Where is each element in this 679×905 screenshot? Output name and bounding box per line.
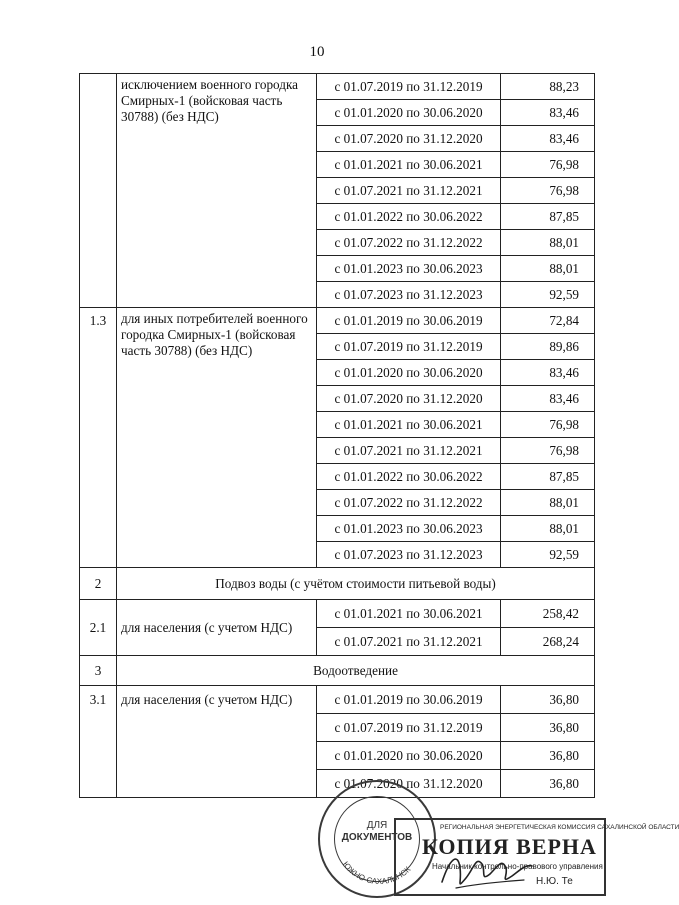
row-number-cell: 1.3 (80, 308, 117, 568)
period-cell (317, 542, 501, 568)
period-cell (317, 204, 501, 230)
consumer-description: для населения (с учетом НДС) (117, 600, 317, 656)
stamp-department: Начальник контрольно-правового управления (432, 862, 603, 871)
period-text: с 01.01.2021 по 30.06.2021 (334, 605, 483, 621)
period-text: с 01.01.2023 по 30.06.2023 (334, 260, 483, 276)
tariff-value: 88,23 (549, 78, 579, 94)
period-text: с 01.01.2019 по 30.06.2019 (334, 691, 483, 707)
tariff-value: 83,46 (549, 364, 579, 380)
tariff-value-cell (501, 542, 595, 568)
tariff-value-cell (501, 178, 595, 204)
tariff-value-cell (501, 100, 595, 126)
tariff-value: 268,24 (542, 633, 579, 649)
tariff-value-cell (501, 628, 595, 656)
tariff-value-cell (501, 230, 595, 256)
tariff-value-cell (501, 770, 595, 798)
period-cell (317, 742, 501, 770)
tariff-value: 83,46 (549, 104, 579, 120)
seal-center-line-1: ДЛЯ (366, 820, 388, 831)
section-row (80, 656, 595, 686)
tariff-value-cell (501, 386, 595, 412)
tariff-value-cell (501, 204, 595, 230)
period-text: с 01.07.2020 по 31.12.2020 (334, 130, 483, 146)
period-cell (317, 600, 501, 628)
tariff-value: 36,80 (549, 775, 579, 791)
table-row (80, 600, 595, 628)
period-cell (317, 282, 501, 308)
consumer-description: исключением военного городка Смирных-1 (войсковая часть 30788) (без НДС) (117, 74, 317, 308)
stamp-person: Н.Ю. Те (536, 876, 573, 887)
period-text: с 01.07.2019 по 31.12.2019 (334, 78, 483, 94)
period-cell (317, 438, 501, 464)
seal-center-line-2: ДОКУМЕНТОВ (341, 832, 413, 843)
tariff-value: 36,80 (549, 691, 579, 707)
tariff-value: 83,46 (549, 390, 579, 406)
period-text: с 01.01.2020 по 30.06.2020 (334, 747, 483, 763)
tariff-value-cell (501, 308, 595, 334)
period-text: с 01.01.2019 по 30.06.2019 (334, 312, 483, 328)
section-number: 2 (80, 568, 117, 600)
table-row (80, 686, 595, 714)
period-cell (317, 412, 501, 438)
period-cell (317, 464, 501, 490)
tariff-value-cell (501, 686, 595, 714)
period-text: с 01.01.2023 по 30.06.2023 (334, 520, 483, 536)
tariff-value: 76,98 (549, 442, 579, 458)
period-cell (317, 490, 501, 516)
tariff-value-cell (501, 516, 595, 542)
tariff-value: 87,85 (549, 208, 579, 224)
period-text: с 01.07.2023 по 31.12.2023 (334, 286, 483, 302)
period-cell (317, 308, 501, 334)
period-text: с 01.07.2021 по 31.12.2021 (334, 633, 483, 649)
tariff-value: 88,01 (549, 520, 579, 536)
row-number-cell: 2.1 (80, 600, 117, 656)
tariff-value: 88,01 (549, 494, 579, 510)
tariff-value: 88,01 (549, 260, 579, 276)
table-row (80, 308, 595, 334)
period-cell (317, 126, 501, 152)
period-cell (317, 686, 501, 714)
period-cell (317, 152, 501, 178)
page-number: 10 (309, 44, 325, 60)
section-title: Подвоз воды (с учётом стоимости питьевой воды) (117, 568, 595, 600)
tariff-value-cell (501, 152, 595, 178)
section-number: 3 (80, 656, 117, 686)
period-text: с 01.07.2021 по 31.12.2021 (334, 442, 483, 458)
section-row (80, 568, 595, 600)
period-cell (317, 100, 501, 126)
period-text: с 01.07.2022 по 31.12.2022 (334, 494, 483, 510)
tariff-value-cell (501, 282, 595, 308)
tariff-value: 92,59 (549, 286, 579, 302)
period-cell (317, 256, 501, 282)
period-text: с 01.01.2021 по 30.06.2021 (334, 416, 483, 432)
tariff-value-cell (501, 126, 595, 152)
period-cell (317, 178, 501, 204)
stamp-copy-title: КОПИЯ ВЕРНА (422, 834, 597, 859)
period-text: с 01.07.2020 по 31.12.2020 (334, 390, 483, 406)
period-text: с 01.07.2022 по 31.12.2022 (334, 234, 483, 250)
tariff-value: 76,98 (549, 182, 579, 198)
tariff-value: 89,86 (549, 338, 579, 354)
tariff-value: 72,84 (549, 312, 579, 328)
period-cell (317, 360, 501, 386)
period-text: с 01.07.2023 по 31.12.2023 (334, 546, 483, 562)
tariff-value-cell (501, 256, 595, 282)
tariff-value-cell (501, 490, 595, 516)
period-text: с 01.01.2022 по 30.06.2022 (334, 208, 483, 224)
row-number-cell: 3.1 (80, 686, 117, 798)
period-cell (317, 628, 501, 656)
period-text: с 01.01.2020 по 30.06.2020 (334, 364, 483, 380)
consumer-description: для населения (с учетом НДС) (117, 686, 317, 798)
tariff-value-cell (501, 334, 595, 360)
period-cell (317, 516, 501, 542)
tariff-value-cell (501, 714, 595, 742)
tariff-value: 76,98 (549, 156, 579, 172)
tariff-value: 258,42 (542, 605, 579, 621)
tariff-value: 76,98 (549, 416, 579, 432)
period-text: с 01.01.2020 по 30.06.2020 (334, 104, 483, 120)
period-cell (317, 334, 501, 360)
tariff-value: 87,85 (549, 468, 579, 484)
tariff-value: 83,46 (549, 130, 579, 146)
row-number-cell (80, 74, 117, 308)
period-text: с 01.07.2019 по 31.12.2019 (334, 338, 483, 354)
tariff-value: 92,59 (549, 546, 579, 562)
tariff-table (79, 73, 595, 798)
period-cell (317, 74, 501, 100)
section-title: Водоотведение (117, 656, 595, 686)
table-row (80, 74, 595, 100)
stamp-organization: РЕГИОНАЛЬНАЯ ЭНЕРГЕТИЧЕСКАЯ КОМИССИЯ САХАЛИНСКОЙ ОБЛАСТИ (440, 824, 679, 831)
consumer-description: для иных потребителей военного городка Смирных-1 (войсковая часть 30788) (без НДС) (117, 308, 317, 568)
tariff-value-cell (501, 600, 595, 628)
tariff-value: 36,80 (549, 747, 579, 763)
period-cell (317, 230, 501, 256)
tariff-value: 36,80 (549, 719, 579, 735)
period-text: с 01.01.2022 по 30.06.2022 (334, 468, 483, 484)
period-cell (317, 714, 501, 742)
tariff-value-cell (501, 464, 595, 490)
tariff-value-cell (501, 360, 595, 386)
period-cell (317, 386, 501, 412)
period-text: с 01.07.2020 по 31.12.2020 (334, 775, 483, 791)
tariff-value-cell (501, 742, 595, 770)
seal-ring-caption: ЮЖНО-САХАЛИНСК (340, 859, 413, 887)
tariff-value-cell (501, 74, 595, 100)
tariff-value: 88,01 (549, 234, 579, 250)
period-text: с 01.07.2019 по 31.12.2019 (334, 719, 483, 735)
tariff-value-cell (501, 438, 595, 464)
period-text: с 01.01.2021 по 30.06.2021 (334, 156, 483, 172)
handwritten-signature (436, 838, 536, 896)
period-text: с 01.07.2021 по 31.12.2021 (334, 182, 483, 198)
tariff-value-cell (501, 412, 595, 438)
